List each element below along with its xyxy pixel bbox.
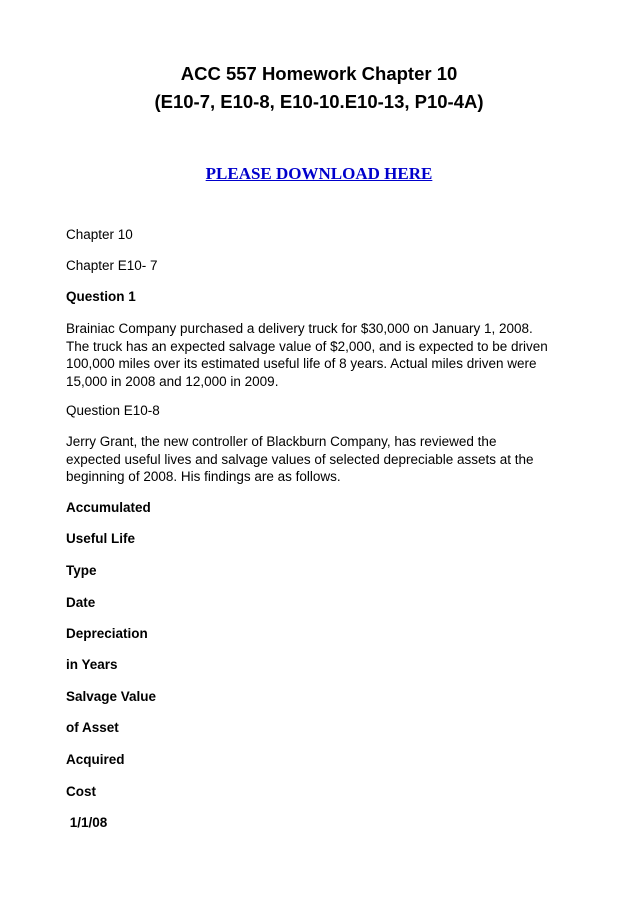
- table-label-type: Type: [66, 563, 97, 578]
- chapter-label: Chapter 10: [66, 227, 133, 242]
- table-label-depreciation: Depreciation: [66, 626, 148, 641]
- document-subtitle: (E10-7, E10-8, E10-10.E10-13, P10-4A): [154, 91, 484, 112]
- table-label-cost: Cost: [66, 784, 96, 799]
- question1-text-line: 100,000 miles over its estimated useful life of 8 years. Actual miles driven were: [66, 356, 537, 371]
- question2-heading: Question E10-8: [66, 403, 160, 418]
- question1-text-line: 15,000 in 2008 and 12,000 in 2009.: [66, 373, 279, 389]
- question1-heading: Question 1: [66, 289, 136, 304]
- table-label-salvage-value: Salvage Value: [66, 689, 157, 704]
- table-value-date: 1/1/08: [66, 815, 108, 830]
- question1-text-line: Brainiac Company purchased a delivery truck for $30,000 on January 1, 2008.: [66, 321, 533, 336]
- question2-text-line: expected useful lives and salvage values of selected depreciable assets at the: [66, 451, 534, 467]
- question1-text-line: The truck has an expected salvage value of $2,000, and is expected to be driven: [66, 338, 548, 354]
- download-link[interactable]: PLEASE DOWNLOAD HERE: [205, 164, 433, 183]
- document-title: ACC 557 Homework Chapter 10: [180, 63, 458, 84]
- table-label-of-asset: of Asset: [66, 720, 119, 735]
- question2-text-line: Jerry Grant, the new controller of Blackburn Company, has reviewed the: [66, 434, 497, 449]
- table-label-acquired: Acquired: [66, 752, 125, 767]
- table-label-accumulated: Accumulated: [66, 500, 151, 515]
- chapter-exercise-label: Chapter E10- 7: [66, 258, 158, 273]
- table-label-date: Date: [66, 595, 96, 610]
- question2-text-line: beginning of 2008. His findings are as follows.: [66, 469, 341, 484]
- table-label-useful-life: Useful Life: [66, 531, 136, 546]
- table-label-in-years: in Years: [66, 657, 118, 672]
